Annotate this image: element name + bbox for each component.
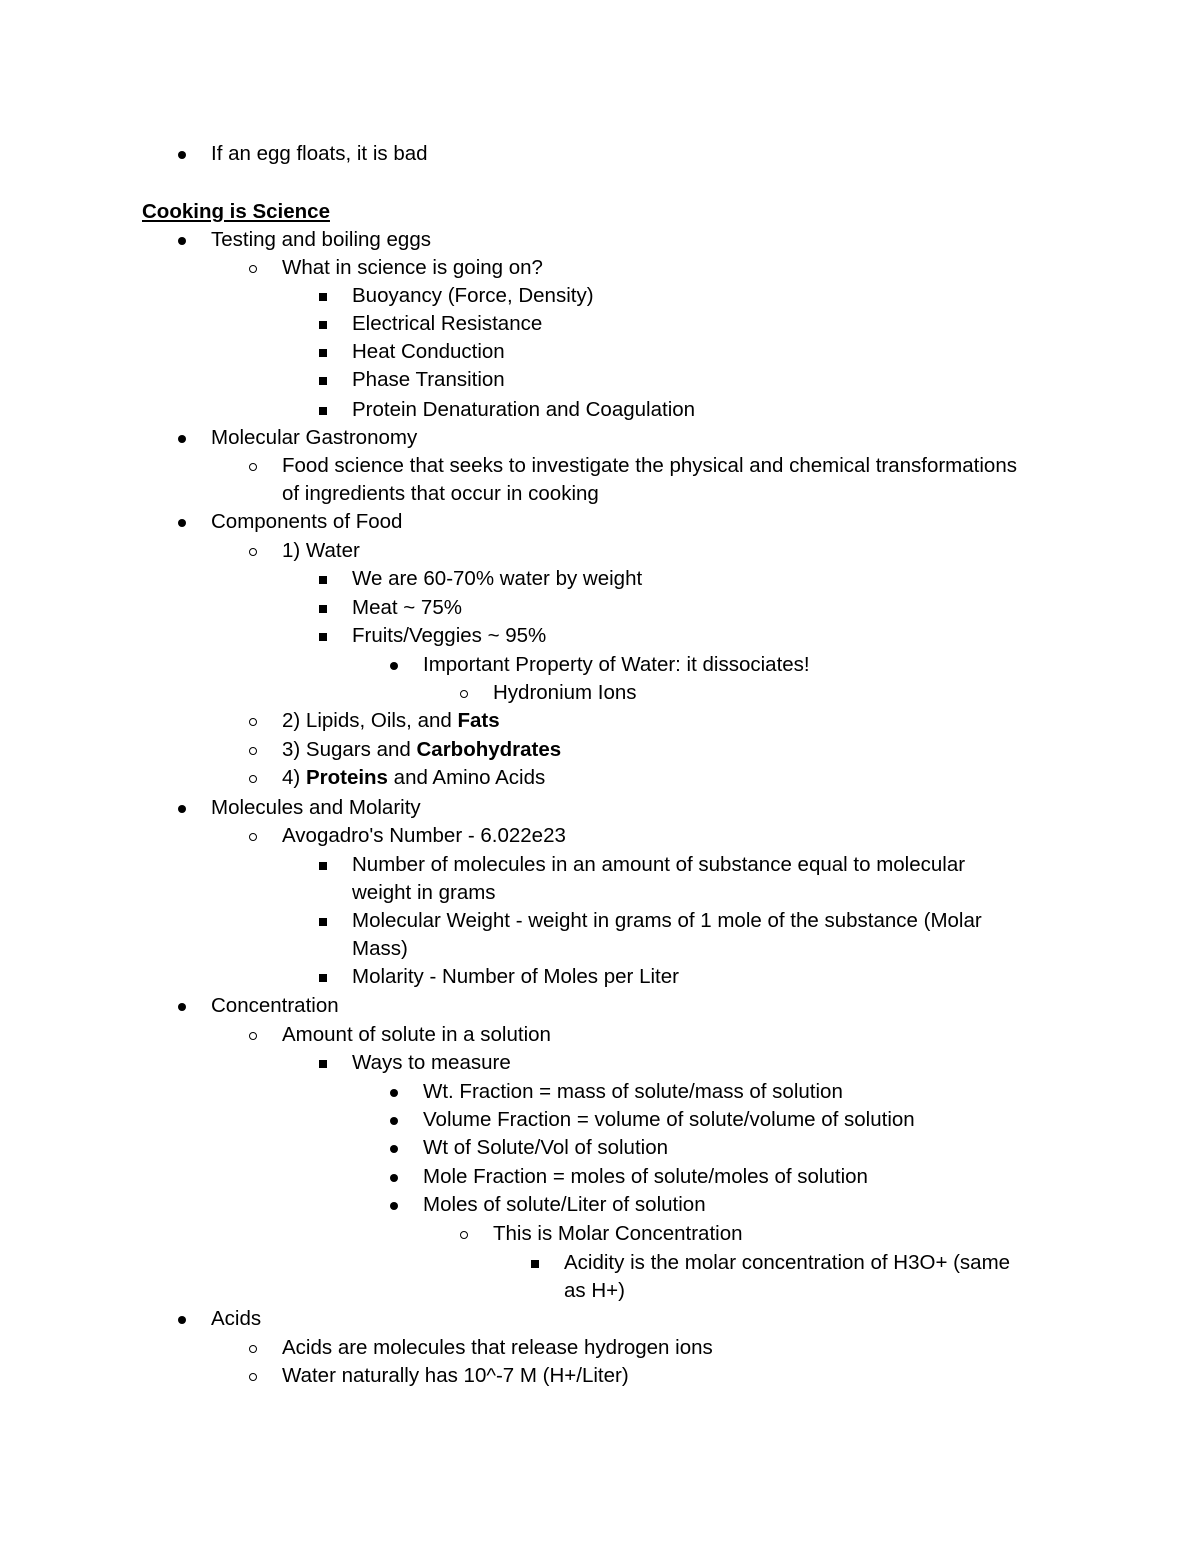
- list-item-text: Concentration: [211, 994, 339, 1017]
- list-item: [423, 651, 810, 679]
- list-item-continuation: [352, 879, 496, 907]
- bullet-disc-icon: [390, 1117, 398, 1125]
- list-item-text: Volume Fraction = volume of solute/volume of solution: [423, 1108, 915, 1131]
- bullet-disc-icon: [178, 151, 186, 159]
- list-item-text: Fruits/Veggies ~ 95%: [352, 624, 547, 647]
- list-item: [211, 226, 431, 254]
- bullet-disc-icon: [390, 662, 398, 670]
- list-item: [282, 736, 561, 764]
- list-item-text: weight in grams: [352, 881, 496, 904]
- list-item: [352, 310, 542, 338]
- list-item-text: Testing and boiling eggs: [211, 228, 431, 251]
- list-item: [423, 1163, 868, 1191]
- bullet-square-icon: [319, 974, 327, 982]
- bullet-circle-icon: [249, 775, 257, 783]
- list-item-text: Mole Fraction = moles of solute/moles of solution: [423, 1165, 868, 1188]
- bullet-square-icon: [319, 293, 327, 301]
- list-item-continuation: [282, 480, 599, 508]
- list-item-text: Acids: [211, 1307, 262, 1330]
- bullet-square-icon: [319, 407, 327, 415]
- bullet-circle-icon: [249, 1032, 257, 1040]
- list-item-text: Mass): [352, 937, 408, 960]
- bullet-disc-icon: [178, 519, 186, 527]
- list-item-text: Moles of solute/Liter of solution: [423, 1193, 706, 1216]
- list-item-text: Avogadro's Number - 6.022e23: [282, 824, 566, 847]
- list-item-text: Wt. Fraction = mass of solute/mass of solution: [423, 1080, 843, 1103]
- list-item: [352, 565, 642, 593]
- list-item-text: Protein Denaturation and Coagulation: [352, 398, 696, 421]
- list-item-text: Water naturally has 10^-7 M (H+/Liter): [282, 1364, 629, 1387]
- list-item-text: Meat ~ 75%: [352, 596, 462, 619]
- bullet-circle-icon: [249, 463, 257, 471]
- section-heading: Cooking is Science: [142, 200, 330, 223]
- bullet-disc-icon: [178, 237, 186, 245]
- list-item: [282, 1334, 713, 1362]
- list-item-text: Molarity - Number of Moles per Liter: [352, 965, 679, 988]
- list-item: [564, 1249, 1010, 1277]
- bullet-square-icon: [319, 605, 327, 613]
- list-item: [352, 396, 695, 424]
- bullet-square-icon: [319, 321, 327, 329]
- bullet-square-icon: [319, 377, 327, 385]
- list-item-text: Buoyancy (Force, Density): [352, 284, 594, 307]
- bullet-disc-icon: [390, 1202, 398, 1210]
- list-item-text: 3) Sugars and Carbohydrates: [282, 738, 562, 761]
- bullet-circle-icon: [249, 747, 257, 755]
- list-item: [282, 254, 543, 282]
- list-item-text: Molecular Weight - weight in grams of 1 mole of the substance (Molar: [352, 909, 982, 932]
- list-item-text: Wt of Solute/Vol of solution: [423, 1136, 668, 1159]
- list-item: [352, 594, 462, 622]
- list-item-text: as H+): [564, 1279, 625, 1302]
- bullet-disc-icon: [390, 1145, 398, 1153]
- bullet-disc-icon: [178, 805, 186, 813]
- list-item-text: If an egg floats, it is bad: [211, 142, 428, 165]
- list-item: [282, 1362, 629, 1390]
- list-item-text: 2) Lipids, Oils, and Fats: [282, 709, 500, 732]
- list-item-text: Acidity is the molar concentration of H3O+ (same: [564, 1251, 1011, 1274]
- bullet-square-icon: [319, 918, 327, 926]
- list-item: [423, 1191, 706, 1219]
- bullet-square-icon: [319, 1060, 327, 1068]
- list-item-text: Acids are molecules that release hydrogen ions: [282, 1336, 713, 1359]
- list-item-text: Phase Transition: [352, 368, 505, 391]
- list-item: [423, 1106, 915, 1134]
- bullet-square-icon: [319, 862, 327, 870]
- bullet-disc-icon: [178, 435, 186, 443]
- bullet-square-icon: [319, 349, 327, 357]
- bullet-circle-icon: [249, 1373, 257, 1381]
- list-item: [352, 851, 965, 879]
- bullet-circle-icon: [249, 548, 257, 556]
- list-item: [352, 338, 505, 366]
- list-item: [352, 907, 982, 935]
- list-item: [211, 508, 402, 536]
- list-item-text: Electrical Resistance: [352, 312, 543, 335]
- list-item-text: Amount of solute in a solution: [282, 1023, 551, 1046]
- list-item: [282, 452, 1017, 480]
- bullet-disc-icon: [178, 1316, 186, 1324]
- list-item: [493, 679, 637, 707]
- list-item-text: 1) Water: [282, 539, 360, 562]
- list-item-text: Molecules and Molarity: [211, 796, 421, 819]
- list-item: [423, 1078, 843, 1106]
- list-item: [211, 1305, 261, 1333]
- bullet-circle-icon: [460, 690, 468, 698]
- list-item: [282, 537, 360, 565]
- list-item: [493, 1220, 743, 1248]
- list-item: [211, 992, 339, 1020]
- list-item-text: Food science that seeks to investigate the physical and chemical transformations: [282, 454, 1017, 477]
- list-item-text: Number of molecules in an amount of substance equal to molecular: [352, 853, 966, 876]
- list-item: [211, 794, 421, 822]
- list-item: [211, 140, 428, 168]
- list-item-text: Molecular Gastronomy: [211, 426, 418, 449]
- list-item-text: Hydronium Ions: [493, 681, 637, 704]
- list-item: [282, 822, 566, 850]
- bullet-circle-icon: [249, 718, 257, 726]
- bullet-square-icon: [319, 576, 327, 584]
- bullet-circle-icon: [460, 1231, 468, 1239]
- list-item-text: We are 60-70% water by weight: [352, 567, 643, 590]
- list-item: [352, 366, 505, 394]
- list-item-text: Ways to measure: [352, 1051, 511, 1074]
- list-item-text: Important Property of Water: it dissociates!: [423, 653, 810, 676]
- list-item-text: 4) Proteins and Amino Acids: [282, 766, 546, 789]
- bullet-disc-icon: [178, 1003, 186, 1011]
- list-item: [352, 963, 679, 991]
- bullet-square-icon: [319, 633, 327, 641]
- bullet-disc-icon: [390, 1089, 398, 1097]
- bullet-disc-icon: [390, 1174, 398, 1182]
- list-item: [282, 707, 500, 735]
- list-item: [282, 1021, 551, 1049]
- bullet-circle-icon: [249, 833, 257, 841]
- list-item-text: What in science is going on?: [282, 256, 543, 279]
- bullet-circle-icon: [249, 1345, 257, 1353]
- list-item-continuation: [352, 935, 408, 963]
- list-item-text: Heat Conduction: [352, 340, 505, 363]
- list-item: [282, 764, 545, 792]
- list-item-text: Components of Food: [211, 510, 403, 533]
- list-item: [352, 1049, 511, 1077]
- list-item-text: of ingredients that occur in cooking: [282, 482, 599, 505]
- list-item-continuation: [564, 1277, 625, 1305]
- bullet-square-icon: [531, 1260, 539, 1268]
- bullet-circle-icon: [249, 265, 257, 273]
- list-item: [352, 622, 546, 650]
- list-item: [423, 1134, 668, 1162]
- list-item-text: This is Molar Concentration: [493, 1222, 743, 1245]
- list-item: [211, 424, 417, 452]
- list-item: [352, 282, 594, 310]
